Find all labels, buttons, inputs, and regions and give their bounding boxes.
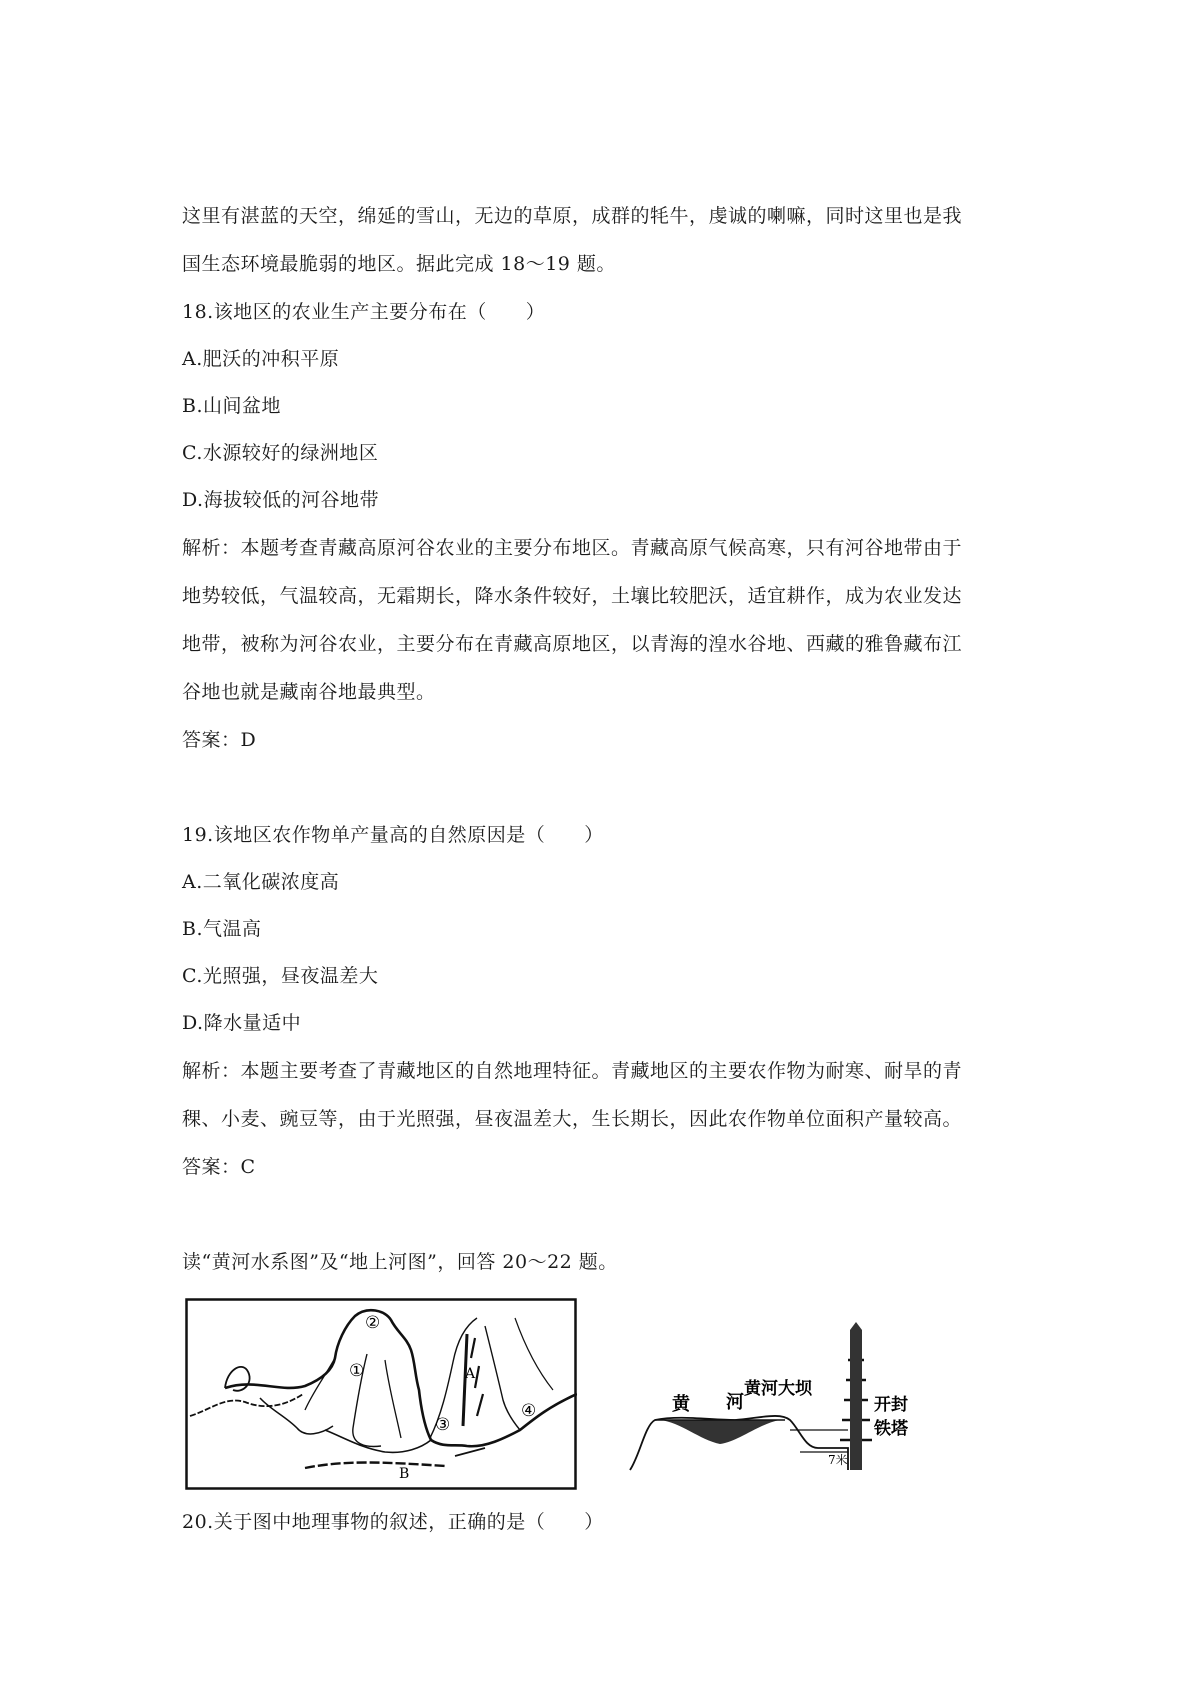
q19-option-b: B.气温高 (182, 918, 262, 940)
q19-stem: 19.该地区农作物单产量高的自然原因是（ ） (182, 824, 604, 846)
yellow-river-map (185, 1298, 577, 1490)
profile-label-tower: 铁塔 (874, 1419, 908, 1439)
map-label-b: B (399, 1466, 410, 1482)
q18-analysis-line-3: 地带，被称为河谷农业，主要分布在青藏高原地区，以青海的湟水谷地、西藏的雅鲁藏布江 (182, 633, 963, 655)
intro-2: 读“黄河水系图”及“地上河图”，回答 20～22 题。 (182, 1251, 618, 1273)
q20-stem: 20.关于图中地理事物的叙述，正确的是（ ） (182, 1511, 604, 1533)
profile-label-dam: 黄河大坝 (744, 1379, 812, 1399)
map-label-a: A (465, 1366, 476, 1382)
map-label-4: ④ (521, 1401, 537, 1421)
q18-option-b: B.山间盆地 (182, 395, 282, 417)
profile-label-he: 河 (726, 1392, 744, 1413)
map-label-3: ③ (435, 1415, 451, 1435)
profile-label-huang: 黄 (672, 1394, 690, 1415)
q18-option-a: A.肥沃的冲积平原 (182, 348, 340, 370)
q18-option-c: C.水源较好的绿洲地区 (182, 442, 379, 464)
above-ground-river-profile (620, 1320, 920, 1480)
q19-answer: 答案：C (182, 1156, 256, 1178)
map-label-1: ① (349, 1361, 365, 1381)
profile-label-7m: 7米 (828, 1453, 848, 1467)
intro-line-1: 这里有湛蓝的天空，绵延的雪山，无边的草原，成群的牦牛，虔诚的喇嘛，同时这里也是我 (182, 205, 963, 227)
q19-option-a: A.二氧化碳浓度高 (182, 871, 340, 893)
q18-analysis-line-1: 解析：本题考查青藏高原河谷农业的主要分布地区。青藏高原气候高寒，只有河谷地带由于 (182, 537, 963, 559)
q19-analysis-line-1: 解析：本题主要考查了青藏地区的自然地理特征。青藏地区的主要农作物为耐寒、耐旱的青 (182, 1060, 963, 1082)
q18-analysis-line-4: 谷地也就是藏南谷地最典型。 (182, 681, 436, 703)
profile-label-kaifeng: 开封 (874, 1395, 908, 1415)
intro-line-2: 国生态环境最脆弱的地区。据此完成 18～19 题。 (182, 253, 616, 275)
q19-option-d: D.降水量适中 (182, 1012, 302, 1034)
q18-option-d: D.海拔较低的河谷地带 (182, 489, 380, 511)
map-label-2: ② (365, 1313, 381, 1333)
q19-option-c: C.光照强，昼夜温差大 (182, 965, 379, 987)
q19-analysis-line-2: 稞、小麦、豌豆等，由于光照强，昼夜温差大，生长期长，因此农作物单位面积产量较高。 (182, 1108, 963, 1130)
q18-analysis-line-2: 地势较低，气温较高，无霜期长，降水条件较好，土壤比较肥沃，适宜耕作，成为农业发达 (182, 585, 963, 607)
q18-stem: 18.该地区的农业生产主要分布在（ ） (182, 301, 546, 323)
q18-answer: 答案：D (182, 729, 257, 751)
